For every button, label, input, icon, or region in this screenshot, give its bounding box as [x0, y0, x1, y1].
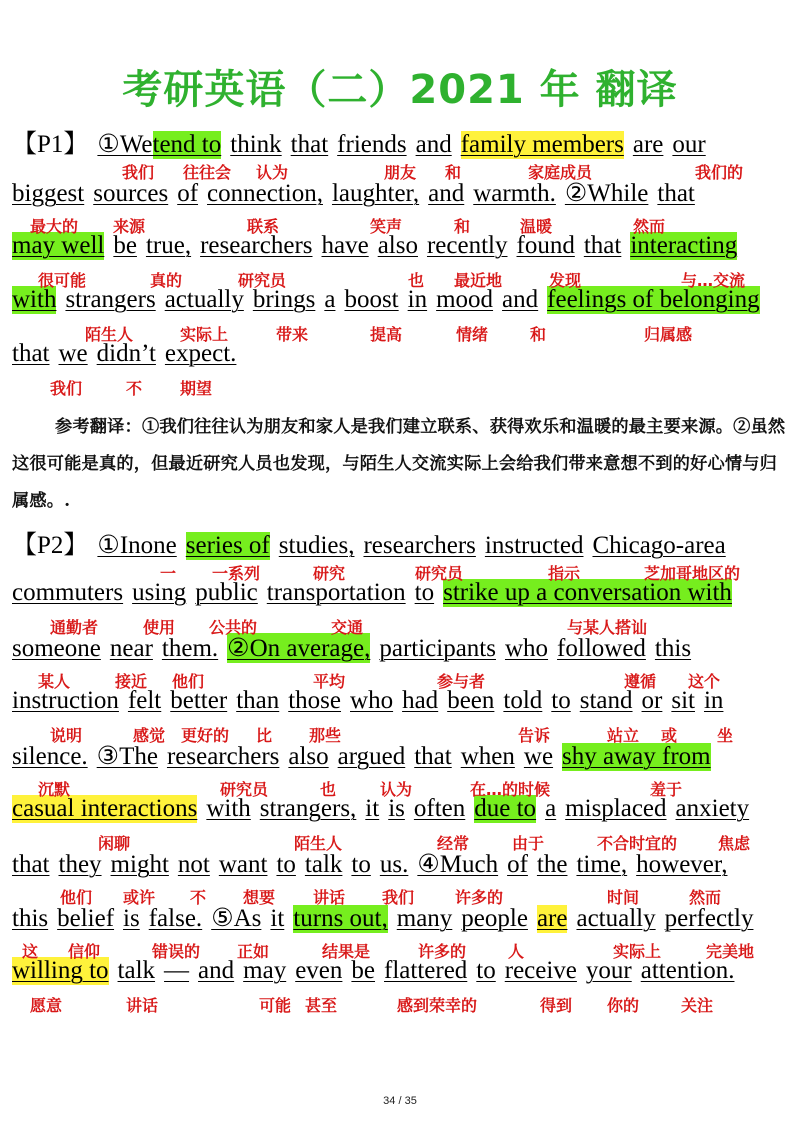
gloss-label: 归属感	[644, 325, 693, 344]
gloss-label: 指示	[548, 564, 581, 583]
english-word: connection,	[207, 180, 323, 207]
gloss-label: 许多的	[455, 888, 504, 907]
english-word: researchers	[200, 232, 313, 259]
english-word: studies,	[278, 532, 355, 559]
gloss-label: 期望	[180, 379, 213, 398]
gloss-label: 提高	[370, 325, 403, 344]
gloss-label: 情绪	[456, 325, 489, 344]
english-word: participants	[379, 635, 496, 662]
english-word: researchers	[166, 743, 280, 770]
gloss-label: 一	[160, 564, 177, 583]
english-word: those	[288, 687, 342, 714]
gloss-label: 也	[320, 780, 337, 799]
gloss-label: 讲话	[126, 996, 159, 1015]
highlighted-phrase: feelings of belonging	[547, 286, 760, 313]
gloss-label: 平均	[313, 672, 346, 691]
gloss-label: 朋友	[384, 163, 417, 182]
highlighted-phrase: family members	[460, 131, 624, 158]
gloss-label: 我们的	[695, 163, 744, 182]
english-word: one	[140, 532, 177, 559]
gloss-label: 你的	[607, 996, 640, 1015]
gloss-label: 联系	[247, 217, 280, 236]
english-word: expect.	[164, 340, 237, 367]
gloss-label: 研究员	[220, 780, 269, 799]
english-word: friends	[337, 131, 407, 158]
gloss-label: 一系列	[212, 564, 261, 583]
english-word: talk	[304, 851, 343, 878]
english-word: and	[428, 180, 465, 207]
english-word: to	[276, 851, 296, 878]
gloss-label: 家庭成员	[528, 163, 593, 182]
english-word: biggest	[12, 180, 85, 207]
gloss-label: 实际上	[613, 942, 662, 961]
english-word: that	[12, 851, 50, 878]
english-word: someone	[12, 635, 101, 662]
highlighted-phrase: with	[12, 286, 57, 313]
gloss-label: 使用	[143, 618, 176, 637]
english-word: they	[58, 851, 102, 878]
gloss-label: 和	[530, 325, 547, 344]
english-word: that	[290, 131, 329, 158]
english-word: this	[654, 635, 692, 662]
gloss-label: 认为	[380, 780, 413, 799]
english-word: ②While	[564, 180, 649, 207]
gloss-label: 认为	[256, 163, 289, 182]
gloss-label: 不合时宜的	[597, 834, 678, 853]
english-word: brings	[252, 286, 316, 313]
gloss-label: 与某人搭讪	[567, 618, 648, 637]
gloss-label: 通勤者	[50, 618, 99, 637]
english-word: who	[350, 687, 394, 714]
english-word: of	[177, 180, 199, 207]
english-word: ⑤As	[211, 905, 262, 932]
english-word: argued	[337, 743, 406, 770]
english-word: instructed	[484, 532, 584, 559]
gloss-label: 说明	[50, 726, 83, 745]
english-word: we	[523, 743, 554, 770]
english-word: ④Much	[417, 851, 499, 878]
english-word: laughter,	[331, 180, 420, 207]
english-word: belief	[57, 905, 115, 932]
highlighted-phrase: tend to	[152, 131, 222, 158]
english-word: using	[132, 579, 187, 606]
gloss-label: 不	[126, 379, 143, 398]
gloss-label: 最大的	[30, 217, 79, 236]
reference-translation: 参考翻译：①我们往往认为朋友和家人是我们建立联系、获得欢乐和温暖的最主要来源。②虽然这很可能是真的，但最近研究人员也发现，与陌生人交流实际上会给我们带来意想不到的好心情与归属感。.	[12, 417, 786, 511]
gloss-label: 站立	[607, 726, 640, 745]
english-word: it	[270, 905, 285, 932]
gloss-label: 感觉	[133, 726, 166, 745]
english-word: are	[632, 131, 664, 158]
gloss-label: 经常	[437, 834, 470, 853]
highlighted-phrase: due to	[474, 795, 537, 822]
english-word: that	[414, 743, 452, 770]
english-word: strangers,	[259, 795, 357, 822]
gloss-label: 告诉	[518, 726, 551, 745]
english-line	[12, 124, 715, 160]
gloss-label: 在…的时候	[470, 780, 551, 799]
english-word: a	[324, 286, 336, 313]
english-word: felt	[127, 687, 162, 714]
english-word: think	[230, 131, 282, 158]
english-word: that	[583, 232, 622, 259]
gloss-label: 人	[508, 942, 525, 961]
english-word: to	[351, 851, 371, 878]
english-word: sit	[671, 687, 695, 714]
gloss-label: 由于	[512, 834, 545, 853]
english-word: false.	[148, 905, 203, 932]
english-word: followed	[557, 635, 646, 662]
english-word: that	[12, 340, 50, 367]
gloss-label: 发现	[549, 271, 582, 290]
english-word: may	[243, 957, 287, 984]
english-word: not	[177, 851, 210, 878]
english-word: be	[113, 232, 137, 259]
english-word: and	[415, 131, 452, 158]
gloss-label: 带来	[276, 325, 309, 344]
gloss-label: 可能	[259, 996, 292, 1015]
english-word: and	[502, 286, 539, 313]
highlighted-phrase: turns out,	[293, 905, 388, 932]
english-word: time,	[576, 851, 628, 878]
highlighted-phrase: willing to	[12, 957, 109, 984]
english-word: perfectly	[664, 905, 754, 932]
highlighted-phrase: ②On average,	[227, 635, 371, 662]
english-word: people	[461, 905, 528, 932]
english-word: however,	[636, 851, 728, 878]
english-word: boost	[344, 286, 399, 313]
gloss-label: 沉默	[38, 780, 71, 799]
english-word: better	[170, 687, 228, 714]
english-word: them.	[161, 635, 219, 662]
gloss-label: 我们	[382, 888, 415, 907]
english-word: ③The	[96, 743, 158, 770]
english-line	[12, 286, 769, 314]
highlighted-phrase: may well	[12, 232, 105, 259]
gloss-label: 他们	[172, 672, 205, 691]
english-word: flattered	[384, 957, 468, 984]
gloss-label: 坐	[717, 726, 734, 745]
gloss-label: 或	[661, 726, 678, 745]
gloss-label: 信仰	[68, 942, 101, 961]
gloss-label: 我们	[50, 379, 83, 398]
gloss-label: 和	[454, 217, 471, 236]
english-word: mood	[436, 286, 494, 313]
english-word: have	[321, 232, 369, 259]
english-word: commuters	[12, 579, 124, 606]
english-word: who	[504, 635, 549, 662]
english-word: of	[507, 851, 528, 878]
highlighted-phrase: casual interactions	[12, 795, 198, 822]
highlighted-phrase: series of	[185, 532, 270, 559]
gloss-label: 比	[256, 726, 273, 745]
gloss-label: 与…交流	[681, 271, 746, 290]
english-word: want	[218, 851, 268, 878]
english-word: that	[657, 180, 695, 207]
english-word: receive	[504, 957, 577, 984]
gloss-label: 想要	[243, 888, 276, 907]
english-word: many	[396, 905, 453, 932]
gloss-label: 往往会	[183, 163, 232, 182]
gloss-label: 这	[22, 942, 39, 961]
english-word: sources	[93, 180, 169, 207]
gloss-label: 甚至	[305, 996, 338, 1015]
english-word: and	[198, 957, 235, 984]
english-word: 【P2】	[12, 532, 89, 559]
english-word: our	[672, 131, 706, 158]
gloss-label: 结果是	[322, 942, 371, 961]
highlighted-phrase: interacting	[630, 232, 738, 259]
gloss-label: 更好的	[181, 726, 230, 745]
english-word: strangers	[65, 286, 156, 313]
gloss-label: 愿意	[30, 996, 63, 1015]
english-word: talk	[117, 957, 156, 984]
gloss-label: 那些	[309, 726, 342, 745]
english-word: warmth.	[473, 180, 556, 207]
gloss-label: 正如	[237, 942, 270, 961]
english-word: in	[703, 687, 724, 714]
gloss-label: 研究员	[238, 271, 287, 290]
english-word: might	[110, 851, 169, 878]
english-word: actually	[576, 905, 656, 932]
english-word: silence.	[12, 743, 88, 770]
english-word: researchers	[363, 532, 476, 559]
gloss-label: 讲话	[313, 888, 346, 907]
english-word: transportation	[266, 579, 406, 606]
english-word: told	[503, 687, 543, 714]
english-word: is	[123, 905, 140, 932]
english-word: to	[414, 579, 435, 606]
gloss-label: 很可能	[38, 271, 87, 290]
gloss-label: 笑声	[370, 217, 403, 236]
english-word: also	[377, 232, 418, 259]
page-number: 34 / 35	[383, 1095, 417, 1107]
gloss-label: 实际上	[180, 325, 229, 344]
english-word: attention.	[640, 957, 735, 984]
gloss-label: 关注	[681, 996, 714, 1015]
english-line	[12, 579, 741, 607]
gloss-label: 然而	[689, 888, 722, 907]
gloss-label: 公共的	[209, 618, 258, 637]
english-word: didn’t	[96, 340, 156, 367]
english-word: when	[460, 743, 515, 770]
english-word: often	[413, 795, 466, 822]
english-word: stand	[579, 687, 633, 714]
english-word: recently	[426, 232, 508, 259]
gloss-label: 错误的	[152, 942, 201, 961]
gloss-label: 遵循	[624, 672, 657, 691]
english-word: Chicago-area	[592, 532, 726, 559]
gloss-label: 羞于	[650, 780, 683, 799]
english-word: your	[585, 957, 632, 984]
english-word: the	[536, 851, 568, 878]
gloss-label: 参与者	[437, 672, 486, 691]
gloss-label: 某人	[38, 672, 71, 691]
english-line	[12, 178, 704, 208]
gloss-label: 陌生人	[85, 325, 134, 344]
gloss-label: 研究	[313, 564, 346, 583]
gloss-label: 和	[445, 163, 462, 182]
gloss-label: 他们	[60, 888, 93, 907]
english-word: in	[407, 286, 428, 313]
english-word: instruction	[12, 687, 119, 714]
english-word: actually	[164, 286, 244, 313]
gloss-label: 完美地	[706, 942, 755, 961]
gloss-label: 交通	[331, 618, 364, 637]
gloss-label: 许多的	[418, 942, 467, 961]
gloss-label: 闲聊	[98, 834, 131, 853]
english-word: than	[236, 687, 280, 714]
english-word: —	[164, 957, 190, 984]
english-word: even	[295, 957, 343, 984]
english-word: we	[58, 340, 88, 367]
highlighted-phrase: strike up a conversation with	[443, 579, 732, 606]
gloss-label: 焦虑	[718, 834, 751, 853]
english-line	[12, 525, 735, 561]
gloss-label: 不	[190, 888, 207, 907]
english-word: public	[195, 579, 258, 606]
english-word: had	[402, 687, 439, 714]
gloss-label: 时间	[607, 888, 640, 907]
gloss-label: 最近地	[454, 271, 503, 290]
english-word: true,	[145, 232, 192, 259]
english-word: also	[288, 743, 329, 770]
page-title: 考研英语（二）2021 年 翻译	[122, 67, 678, 113]
english-word: found	[516, 232, 575, 259]
gloss-label: 也	[408, 271, 425, 290]
english-word: ①In	[97, 532, 141, 559]
english-word: is	[388, 795, 405, 822]
english-word: or	[641, 687, 663, 714]
english-word: with	[206, 795, 251, 822]
english-word: it	[365, 795, 380, 822]
gloss-label: 接近	[115, 672, 148, 691]
english-word: misplaced	[565, 795, 667, 822]
english-word: been	[447, 687, 495, 714]
gloss-label: 得到	[540, 996, 573, 1015]
highlighted-phrase: shy away from	[562, 743, 711, 770]
english-word: to	[551, 687, 571, 714]
gloss-label: 陌生人	[294, 834, 343, 853]
english-word: anxiety	[675, 795, 750, 822]
gloss-label: 或许	[123, 888, 156, 907]
gloss-label: 温暖	[520, 217, 553, 236]
english-word: 【P1】	[12, 131, 89, 158]
gloss-label: 真的	[150, 271, 183, 290]
gloss-label: 我们	[122, 163, 155, 182]
gloss-label: 然而	[633, 217, 666, 236]
english-word: ①We	[97, 131, 153, 158]
gloss-label: 这个	[688, 672, 721, 691]
english-word: to	[476, 957, 496, 984]
english-word: a	[545, 795, 557, 822]
english-word: us.	[379, 851, 409, 878]
english-word: near	[109, 635, 153, 662]
gloss-label: 芝加哥地区的	[644, 564, 741, 583]
gloss-label: 研究员	[415, 564, 464, 583]
gloss-label: 来源	[113, 217, 146, 236]
highlighted-phrase: are	[536, 905, 568, 932]
english-word: this	[12, 905, 49, 932]
gloss-label: 感到荣幸的	[397, 996, 478, 1015]
english-word: be	[351, 957, 376, 984]
